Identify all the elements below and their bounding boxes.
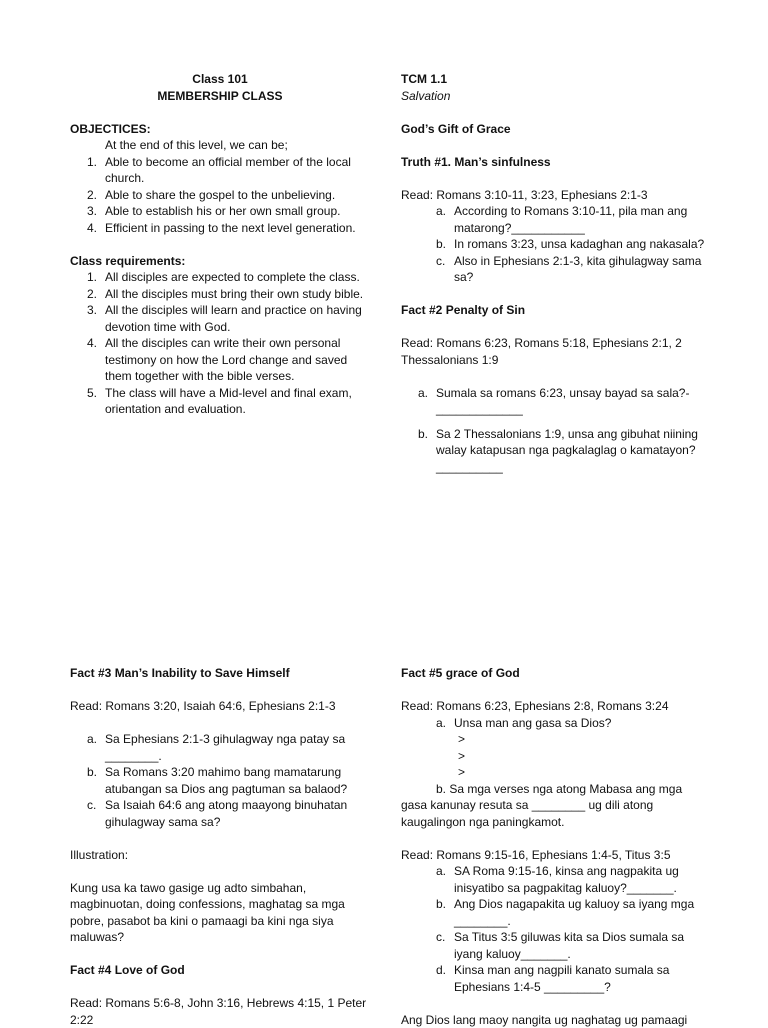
truth1-questions — [401, 203, 706, 286]
fact2-questions — [401, 385, 706, 476]
fact5-read: Read: Romans 6:23, Ephesians 2:8, Romans 3:24 — [401, 698, 706, 715]
fact5-questions — [401, 715, 706, 732]
fact3-heading: Fact #3 Man’s Inability to Save Himself — [70, 665, 370, 682]
fact4-read: Read: Romans 5:6-8, John 3:16, Hebrews 4:15, 1 Peter 2:22 — [70, 995, 370, 1028]
fact3-read: Read: Romans 3:20, Isaiah 64:6, Ephesians 2:1-3 — [70, 698, 370, 715]
class-title: Class 101 — [70, 71, 370, 88]
list-item: 1. All disciples are expected to complete the class. — [70, 269, 370, 286]
list-item: 1. Able to become an official member of the local church. — [70, 154, 370, 187]
tcm-column — [401, 71, 706, 475]
fact5-heading: Fact #5 grace of God — [401, 665, 706, 682]
fact2-heading: Fact #2 Penalty of Sin — [401, 302, 706, 319]
list-item: a. Sumala sa romans 6:23, unsay bayad sa sala?- _____________ — [401, 385, 706, 418]
class-subtitle: MEMBERSHIP CLASS — [70, 88, 370, 105]
truth1-read: Read: Romans 3:10-11, 3:23, Ephesians 2:1-3 — [401, 187, 706, 204]
list-item: b. In romans 3:23, unsa kadaghan ang nakasala? — [401, 236, 706, 253]
illustration-label: Illustration: — [70, 847, 370, 864]
answer-bullet: > — [401, 764, 706, 781]
list-item: b. Ang Dios nagapakita ug kaluoy sa iyang mga ________. — [401, 896, 706, 929]
list-item: c. Sa Isaiah 64:6 ang atong maayong binuhatan gihulagway sama sa? — [70, 797, 370, 830]
fact3-column — [70, 665, 370, 1028]
tcm-subtitle: Salvation — [401, 88, 706, 105]
list-item: c. Also in Ephesians 2:1-3, kita gihulagway sama sa? — [401, 253, 706, 286]
truth1-heading: Truth #1. Man’s sinfulness — [401, 154, 706, 171]
list-item: a. Sa Ephesians 2:1-3 gihulagway nga patay sa ________. — [70, 731, 370, 764]
list-item: a. According to Romans 3:10-11, pila man ang matarong?___________ — [401, 203, 706, 236]
list-item: 5. The class will have a Mid-level and final exam, orientation and evaluation. — [70, 385, 370, 418]
illustration-text: Kung usa ka tawo gasige ug adto simbahan, magbinuotan, doing confessions, maghatag sa mga pobre, pasabot ba kini o pamaagi ba kini nga siya maluwas? — [70, 880, 370, 946]
list-item: 3. All the disciples will learn and practice on having devotion time with God. — [70, 302, 370, 335]
list-item: 4. Efficient in passing to the next level generation. — [70, 220, 370, 237]
list-item: 2. All the disciples must bring their own study bible. — [70, 286, 370, 303]
objectives-intro: At the end of this level, we can be; — [70, 137, 370, 154]
objectives-heading: OBJECTICES: — [70, 121, 370, 138]
list-item: 4. All the disciples can write their own personal testimony on how the Lord change and saved them together with the bible verses. — [70, 335, 370, 385]
list-item: c. Sa Titus 3:5 giluwas kita sa Dios sumala sa iyang kaluoy_______. — [401, 929, 706, 962]
answer-bullet: > — [401, 731, 706, 748]
closing-line: Ang Dios lang maoy nangita ug naghatag ug pamaagi — [401, 1012, 706, 1028]
list-item: a. Unsa man ang gasa sa Dios? — [401, 715, 706, 732]
section-heading: God’s Gift of Grace — [401, 121, 706, 138]
fact5-column — [401, 665, 706, 1028]
list-item: b. Sa Romans 3:20 mahimo bang mamatarung atubangan sa Dios ang pagtuman sa balaod? — [70, 764, 370, 797]
tcm-title: TCM 1.1 — [401, 71, 706, 88]
fact4-heading: Fact #4 Love of God — [70, 962, 370, 979]
answer-bullet: > — [401, 748, 706, 765]
read2-questions — [401, 863, 706, 995]
fact5-item-b: b. Sa mga verses nga atong Mabasa ang mga gasa kanunay resuta sa ________ ug dili atong kaugalingon nga paningkamot. — [401, 781, 706, 831]
list-item: 3. Able to establish his or her own small group. — [70, 203, 370, 220]
objectives-list — [70, 154, 370, 237]
class-101-column — [70, 71, 370, 418]
list-item: b. Sa 2 Thessalonians 1:9, unsa ang gibuhat niining walay katapusan nga pagkalaglag o kamatayon?__________ — [401, 426, 706, 476]
list-item: d. Kinsa man ang nagpili kanato sumala sa Ephesians 1:4-5 _________? — [401, 962, 706, 995]
requirements-list — [70, 269, 370, 418]
read2: Read: Romans 9:15-16, Ephesians 1:4-5, Titus 3:5 — [401, 847, 706, 864]
requirements-heading: Class requirements: — [70, 253, 370, 270]
list-item: a. SA Roma 9:15-16, kinsa ang nagpakita ug inisyatibo sa pagpakitag kaluoy?_______. — [401, 863, 706, 896]
fact2-read: Read: Romans 6:23, Romans 5:18, Ephesians 2:1, 2 Thessalonians 1:9 — [401, 335, 706, 368]
fact3-questions — [70, 731, 370, 830]
list-item: 2. Able to share the gospel to the unbelieving. — [70, 187, 370, 204]
